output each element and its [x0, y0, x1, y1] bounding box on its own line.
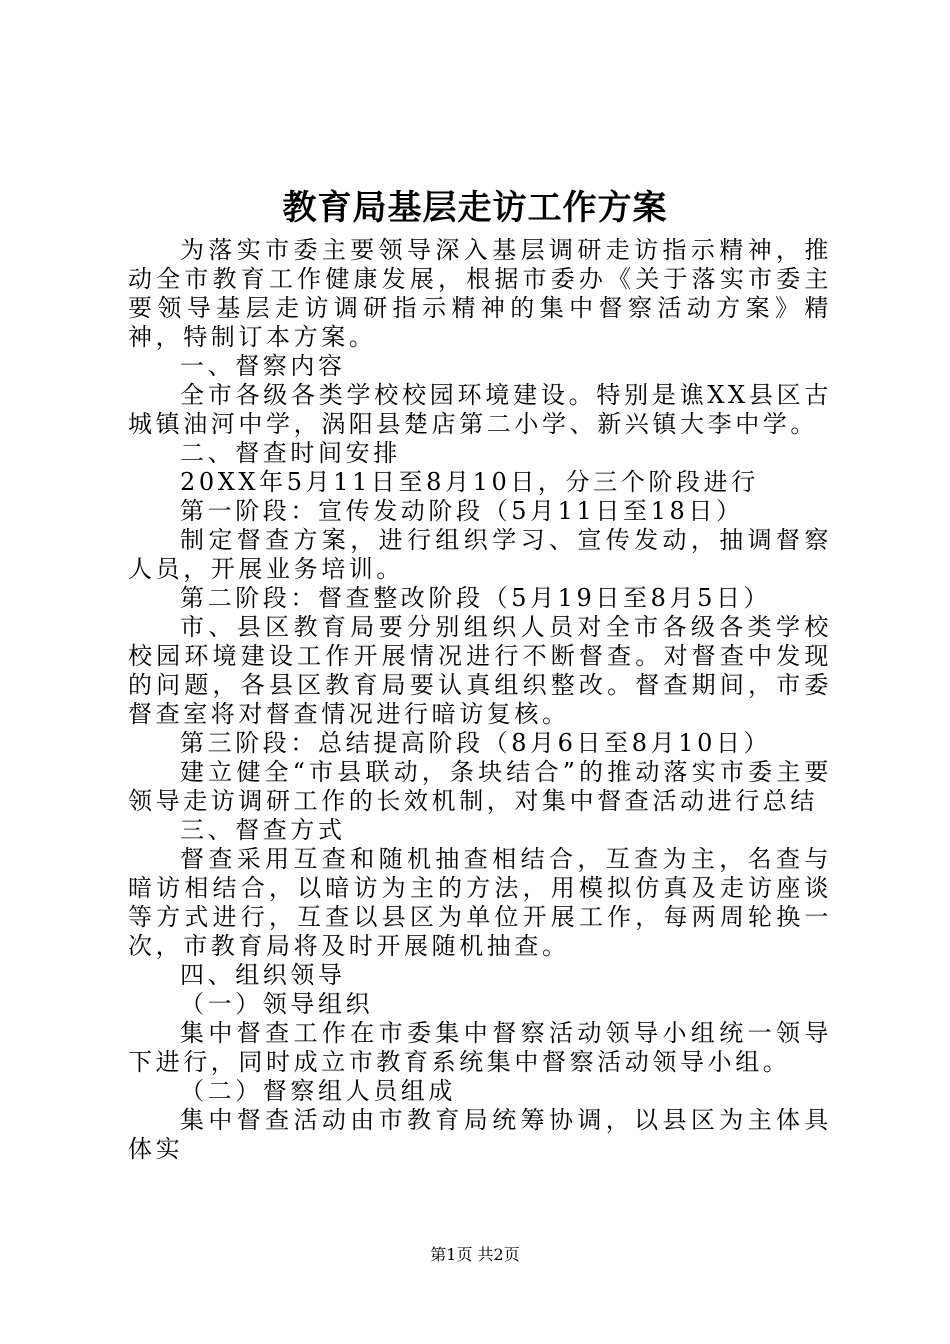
stage-1-heading: 第一阶段：宣传发动阶段（5月11日至18日）	[180, 497, 744, 525]
document-title: 教育局基层走访工作方案	[282, 188, 668, 228]
paragraph-content: 全市各级各类学校校园环境建设。特别是谯XX县区古城镇油河中学，涡阳县楚店第二小学、新兴镇大李中学。	[128, 381, 832, 438]
stage-1-text: 制定督查方案，进行组织学习、宣传发动，抽调督察人员，开展业务培训。	[128, 526, 832, 583]
section-heading-2: 二、督查时间安排	[180, 439, 401, 467]
section-heading-1: 一、督察内容	[180, 352, 346, 380]
stage-2-heading: 第二阶段：督查整改阶段（5月19日至8月5日）	[180, 584, 772, 612]
paragraph-intro: 为落实市委主要领导深入基层调研走访指示精神，推动全市教育工作健康发展，根据市委办《关于落实市委主要领导基层走访调研指示精神的集中督察活动方案》精神，特制订本方案。	[128, 236, 832, 351]
paragraph-team: 集中督查活动由市教育局统筹协调，以县区为主体具体实	[128, 1106, 832, 1163]
stage-2-text: 市、县区教育局要分别组织人员对全市各级各类学校校园环境建设工作开展情况进行不断督查。对督查中发现的问题，各县区教育局要认真组织整改。督查期间，市委督查室将对督查情况进行暗访复核。	[128, 613, 832, 728]
subsection-heading-1: （一）领导组织	[180, 990, 374, 1018]
subsection-heading-2: （二）督察组人员组成	[180, 1077, 456, 1105]
document-body	[128, 236, 832, 1164]
section-heading-3: 三、督查方式	[180, 816, 346, 844]
stage-3-heading: 第三阶段：总结提高阶段（8月6日至8月10日）	[180, 729, 772, 757]
page-number: 第1页 共2页	[430, 1245, 520, 1264]
paragraph-method: 督查采用互查和随机抽查相结合，互查为主，名查与暗访相结合，以暗访为主的方法，用模拟仿真及走访座谈等方式进行，互查以县区为单位开展工作，每两周轮换一次，市教育局将及时开展随机抽查。	[128, 845, 832, 960]
paragraph-leadership: 集中督查工作在市委集中督察活动领导小组统一领导下进行，同时成立市教育系统集中督察活动领导小组。	[128, 1019, 832, 1076]
paragraph-schedule: 20XX年5月11日至8月10日，分三个阶段进行	[180, 468, 759, 496]
stage-3-text: 建立健全“市县联动，条块结合”的推动落实市委主要领导走访调研工作的长效机制，对集中督查活动进行总结	[128, 758, 832, 815]
section-heading-4: 四、组织领导	[180, 961, 346, 989]
